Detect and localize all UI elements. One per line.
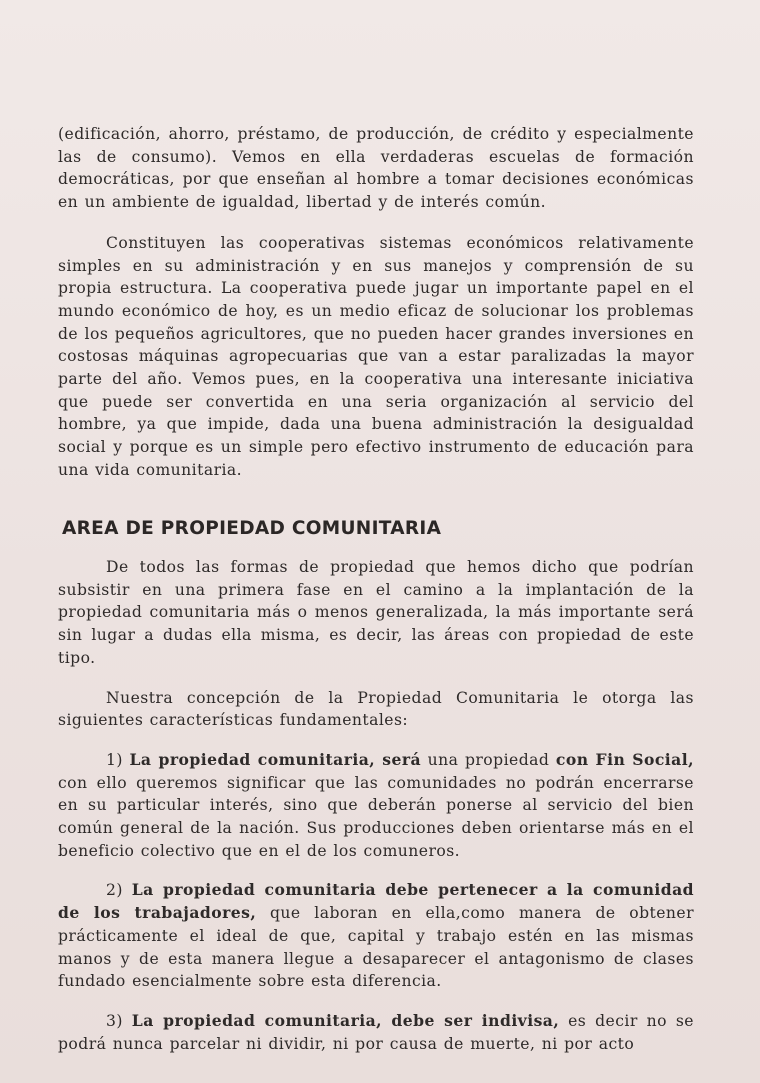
body-text-lower [58, 556, 694, 1055]
list-item-1-text-a: una propiedad [427, 750, 550, 769]
list-item-3-number: 3) [106, 1011, 123, 1030]
list-item-1-number: 1) [106, 750, 123, 769]
list-item-1-text-b: con ello queremos significar que las comunidades no podrán encerrarse en su particular interés, sino que deberán ponerse al servicio del bien común general de la nación. Sus producciones deben orientarse más en el beneficio colectivo que en el de los comuneros. [58, 773, 694, 860]
paragraph-cooperatives-intro: (edificación, ahorro, préstamo, de producción, de crédito y especialmente las de consumo). Vemos en ella verdaderas escuelas de formación democráticas, por que enseñan al hombre a tomar decisiones económicas en un ambiente de igualdad, libertad y de interés común. [58, 125, 694, 212]
list-item-2-bold: La propiedad comunitaria debe pertenecer a la comunidad de los trabajadores, [58, 880, 694, 923]
list-item-1-bold-a: La propiedad comunitaria, será [129, 749, 422, 769]
list-item-2 [58, 879, 694, 993]
paragraph-cooperatives-systems: Constituyen las cooperativas sistemas económicos relativamente simples en su administración y en sus manejos y comprensión de su propia estructura. La cooperativa puede jugar un importante papel en el mundo económico de hoy, es un medio eficaz de solucionar los problemas de los pequeños agricultores, que no pueden hacer grandes inversiones en costosas máquinas agropecuarias que van a estar paralizadas la mayor parte del año. Vemos pues, en la cooperativa una interesante iniciativa que puede ser convertida en una seria organización al servicio del hombre, ya que impide, dada una buena administración la desigualdad social y porque es un simple pero efectivo instrumento de educación para una vida comunitaria. [58, 233, 694, 479]
body-text-upper [58, 123, 694, 482]
paragraph-characteristics-intro: Nuestra concepción de la Propiedad Comunitaria le otorga las siguientes características fundamentales: [58, 688, 694, 730]
list-item-1-bold-b: con Fin Social, [555, 749, 694, 769]
list-item-3-text: es decir no se podrá nunca parcelar ni dividir, ni por causa de muerte, ni por acto [58, 1011, 694, 1053]
list-item-2-text: que laboran en ella,como manera de obtener prácticamente el ideal de que, capital y trabajo estén en las mismas manos y de esta manera llegue a desaparecer el antagonismo de clases fundado esencialmente sobre esta diferencia. [58, 904, 694, 991]
list-item-3-bold: La propiedad comunitaria, debe ser indivisa, [131, 1010, 560, 1030]
section-heading: AREA DE PROPIEDAD COMUNITARIA [62, 518, 442, 539]
list-item-1 [58, 749, 694, 863]
list-item-3 [58, 1010, 694, 1055]
list-item-2-number: 2) [106, 881, 123, 900]
paragraph-forms-of-property: De todos las formas de propiedad que hemos dicho que podrían subsistir en una primera fase en el camino a la implantación de la propiedad comunitaria más o menos generalizada, la más importante será sin lugar a dudas ella misma, es decir, las áreas con propiedad de este tipo. [58, 558, 694, 667]
